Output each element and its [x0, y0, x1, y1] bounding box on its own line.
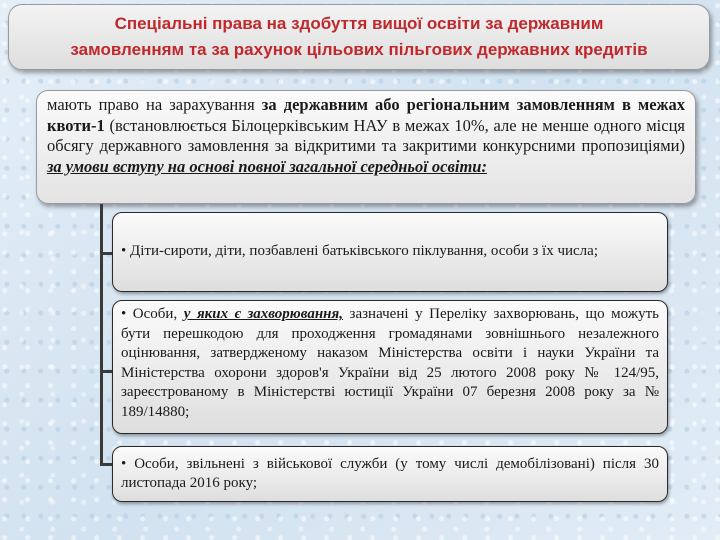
item-illness-text [121, 305, 659, 422]
main-statement [47, 95, 685, 177]
item-illness-emphasis: у яких є захворювання, [183, 306, 343, 322]
main-text-intro: мають право на зарахування [47, 95, 262, 114]
item-veterans-text: • Особи, звільнені з військової служби (у тому числі демобілізовані) після 30 листопада 2016 року; [121, 455, 659, 491]
list-item [112, 446, 668, 502]
title-box [8, 4, 710, 70]
item-illness-prefix: • Особи, [121, 306, 184, 322]
title-line-1: Спеціальні права на здобуття вищої освіти за державним [114, 14, 604, 33]
list-item [112, 300, 668, 434]
item-orphans-text: • Діти-сироти, діти, позбавлені батьківського піклування, особи з їх числа; [121, 243, 598, 260]
title-line-2: замовленням та за рахунок цільових пільгових державних кредитів [70, 40, 648, 59]
main-statement-box [36, 90, 696, 204]
main-text-condition: за умови вступу на основі повної загальної середньої освіти: [47, 156, 487, 176]
connector-line [100, 204, 103, 464]
item-illness-rest: зазначені у Переліку захворювань, що можуть бути перешкодою для проходження громадянами зовнішнього незалежного оцінювання, затвердженому наказом Міністерства освіти і науки України та Міністерства охорони здоров'я України від 25 лютого 2008 року № 124/95, зареєстрованому в Міністерстві юстиції України 07 березня 2008 року за № 189/14880; [121, 306, 659, 420]
main-text-quota: за державним або регіональним замовленням в межах квоти-1 [47, 95, 686, 135]
main-text-details: (встановлюється Білоцерківським НАУ в межах 10%, але не менше одного місця обсягу державного замовлення за відкритими та закритими конкурсними пропозиціями) [47, 115, 685, 155]
list-item [112, 212, 668, 292]
